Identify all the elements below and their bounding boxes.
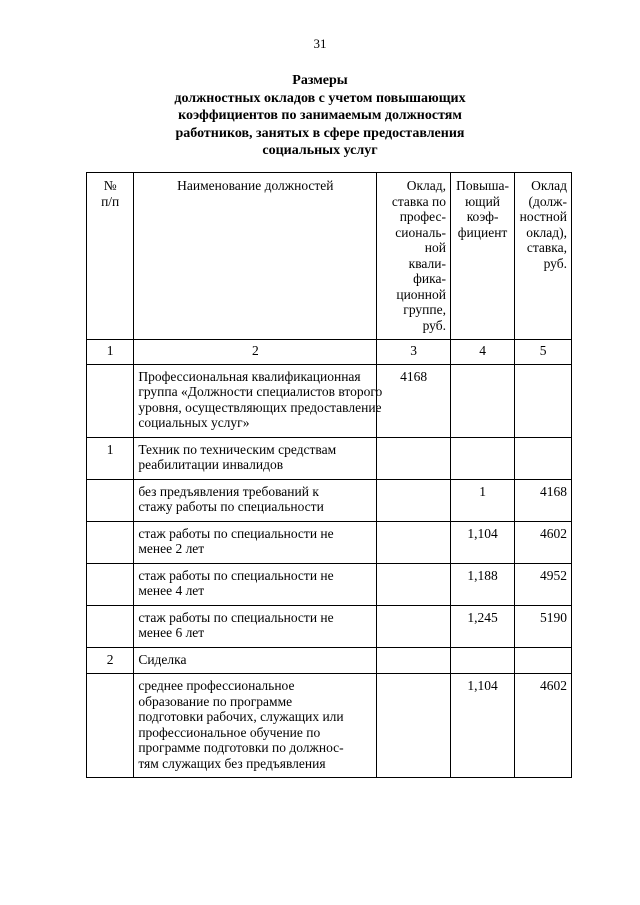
row-num: 2 — [87, 647, 134, 674]
row-coef: 1,188 — [450, 563, 514, 605]
row-name-line: без предъявления требований к — [138, 483, 319, 499]
row-rate — [515, 647, 572, 674]
row-salary — [377, 674, 451, 778]
column-number: 2 — [134, 340, 377, 365]
header-salary-line: группе, — [403, 302, 446, 317]
title-line: должностных окладов с учетом повышающих — [174, 90, 466, 106]
header-name: Наименование должностей — [134, 173, 377, 340]
column-number-row — [87, 340, 572, 365]
row-name-line: среднее профессиональное — [138, 678, 295, 693]
header-num — [87, 173, 134, 340]
row-name — [134, 479, 377, 521]
row-rate: 4602 — [515, 674, 572, 778]
table-row — [87, 647, 572, 674]
table-row — [87, 605, 572, 647]
row-name — [134, 437, 377, 479]
row-num: 1 — [87, 437, 134, 479]
row-coef: 1,104 — [450, 674, 514, 778]
title-line: коэффициентов по занимаемым должностям — [178, 108, 462, 123]
table-row — [87, 521, 572, 563]
header-rate-line: оклад), — [526, 224, 567, 240]
row-name-line: программе подготовки по должнос- — [138, 740, 344, 755]
header-salary-line: ставка по — [391, 193, 446, 209]
row-coef — [450, 364, 514, 437]
row-name-line: Техник по техническим средствам — [138, 441, 337, 457]
document-title — [0, 72, 640, 160]
header-coef-line: ющий — [465, 193, 501, 209]
header-rate-line: (долж- — [528, 193, 567, 209]
row-num — [87, 364, 134, 437]
row-num — [87, 521, 134, 563]
header-coef-line: Повыша- — [456, 178, 509, 193]
row-name-line: стаж работы по специальности не — [138, 609, 334, 625]
table-row — [87, 563, 572, 605]
page-number: 31 — [313, 36, 327, 51]
row-coef: 1,245 — [450, 605, 514, 647]
table-row — [87, 674, 572, 778]
header-coef-line: коэф- — [466, 209, 499, 224]
row-name-line: группа «Должности специалистов второго — [138, 384, 383, 399]
row-name-line: тям служащих без предъявления — [138, 755, 326, 771]
header-salary-line: профес- — [399, 209, 446, 224]
header-rate-line: руб. — [543, 255, 567, 271]
row-name-line: стаж работы по специальности не — [138, 525, 334, 541]
row-name — [134, 521, 377, 563]
column-number: 1 — [87, 340, 134, 365]
header-rate-line: Оклад — [531, 178, 567, 193]
row-rate: 4952 — [515, 563, 572, 605]
column-number: 5 — [515, 340, 572, 365]
row-rate: 4602 — [515, 521, 572, 563]
header-salary-line: ной — [424, 240, 446, 255]
row-salary — [377, 479, 451, 521]
header-salary — [377, 173, 451, 340]
header-num-line: п/п — [101, 193, 120, 209]
row-name-line: профессиональное обучение по — [138, 724, 321, 740]
row-name-line: Профессиональная квалификационная — [138, 368, 361, 384]
row-rate: 4168 — [515, 479, 572, 521]
title-line: работников, занятых в сфере предоставления — [175, 125, 465, 141]
column-number: 4 — [450, 340, 514, 365]
table-row — [87, 364, 572, 437]
table-row — [87, 437, 572, 479]
row-name-line: стажу работы по специальности — [138, 499, 324, 514]
row-name — [134, 563, 377, 605]
row-coef — [450, 647, 514, 674]
row-num — [87, 479, 134, 521]
table-row — [87, 479, 572, 521]
row-name — [134, 647, 377, 674]
header-salary-line: квали- — [408, 255, 446, 271]
row-salary: 4168 — [377, 364, 451, 437]
row-salary — [377, 605, 451, 647]
row-salary — [377, 437, 451, 479]
row-name-line: уровня, осуществляющих предоставление — [138, 399, 382, 415]
row-salary — [377, 521, 451, 563]
salary-table — [86, 172, 572, 778]
row-name — [134, 364, 383, 437]
row-num — [87, 605, 134, 647]
row-coef — [450, 437, 514, 479]
row-name-line: Сиделка — [138, 651, 187, 667]
title-line: Размеры — [292, 73, 348, 88]
row-name-line: подготовки рабочих, служащих или — [138, 709, 344, 724]
row-salary — [377, 647, 451, 674]
column-number: 3 — [377, 340, 451, 365]
table-header-row — [87, 173, 572, 340]
header-coef-line: фициент — [457, 224, 508, 240]
header-salary-line: сиональ- — [395, 224, 446, 240]
header-salary-line: ционной — [396, 286, 446, 302]
header-rate-line: ставка, — [526, 240, 567, 255]
row-name-line: образование по программе — [138, 693, 293, 709]
row-num — [87, 674, 134, 778]
row-name-line: менее 2 лет — [138, 541, 205, 556]
header-rate-line: ностной — [519, 209, 567, 224]
row-name-line: социальных услуг» — [138, 415, 250, 430]
header-salary-line: Оклад, — [406, 178, 446, 193]
row-rate — [515, 437, 572, 479]
row-name-line: менее 4 лет — [138, 583, 205, 598]
row-num — [87, 563, 134, 605]
title-line: социальных услуг — [262, 143, 378, 158]
row-coef: 1,104 — [450, 521, 514, 563]
header-salary-line: фика- — [413, 271, 446, 286]
header-salary-line: руб. — [422, 317, 446, 333]
row-name-line: реабилитации инвалидов — [138, 457, 284, 472]
row-salary — [377, 563, 451, 605]
row-name — [134, 674, 377, 778]
row-coef: 1 — [450, 479, 514, 521]
row-name-line: стаж работы по специальности не — [138, 567, 334, 583]
header-rate — [515, 173, 572, 340]
row-rate: 5190 — [515, 605, 572, 647]
row-name — [134, 605, 377, 647]
row-name-line: менее 6 лет — [138, 625, 205, 640]
header-coef — [450, 173, 514, 340]
row-rate — [515, 364, 572, 437]
header-num-line: № — [103, 178, 117, 193]
